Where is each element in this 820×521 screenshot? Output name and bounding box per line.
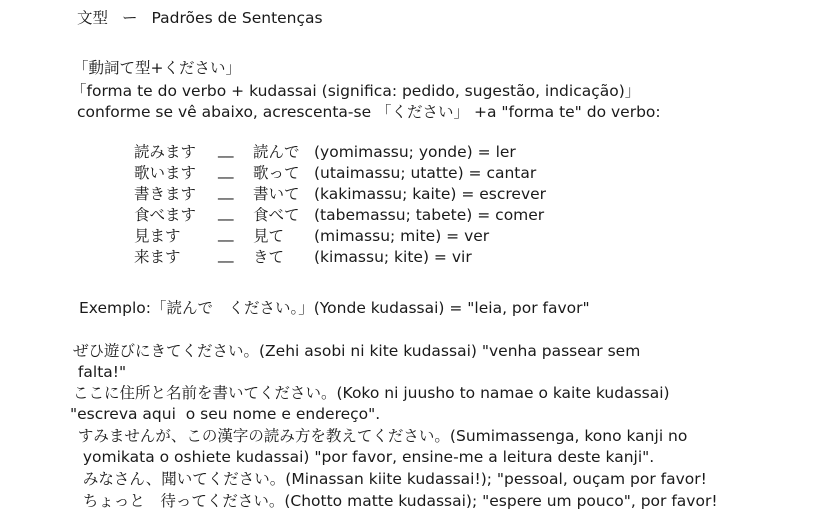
sentence-line: ちょっと 待ってください。(Chotto matte kudassai); "espere um pouco", por favor! [73, 492, 718, 510]
conjugation-explanation: (mimassu; mite) = ver [314, 227, 490, 245]
masu-form: 書きます [134, 185, 197, 203]
blank-line: __ [218, 224, 234, 242]
blank-line: __ [218, 245, 234, 263]
title-portuguese: Padrões de Sentenças [151, 9, 323, 27]
sentence-line: みなさん、聞いてください。(Minassan kiite kudassai!); "pessoal, ouçam por favor! [73, 470, 707, 488]
te-form: 読んで [253, 143, 300, 161]
grammar-formula: 「forma te do verbo + kudassai (significa: pedido, sugestão, indicação)」 [71, 82, 641, 100]
conjugation-explanation: (kimassu; kite) = vir [314, 248, 472, 266]
sentence-line: ぜひ遊びにきてください。(Zehi asobi ni kite kudassai) "venha passear sem [73, 342, 641, 360]
masu-form: 来ます [134, 248, 181, 266]
sentence-line: すみませんが、この漢字の読み方を教えてください。(Sumimassenga, kono kanji no [73, 427, 688, 445]
conjugation-explanation: (tabemassu; tabete) = comer [314, 206, 545, 224]
masu-form: 歌います [134, 164, 197, 182]
te-form: きて [253, 248, 285, 266]
blank-line: __ [218, 182, 234, 200]
sentence-line: "escreva aqui o seu nome e endereço". [70, 405, 381, 423]
sentence-line: falta!" [73, 363, 127, 381]
te-form: 歌って [253, 164, 300, 182]
te-form: 見て [253, 227, 285, 245]
page-title [77, 8, 323, 28]
te-form: 書いて [253, 185, 300, 203]
title-dash: ー [122, 9, 138, 27]
masu-form: 見ます [134, 227, 181, 245]
sentence-line: yomikata o oshiete kudassai) "por favor, ensine-me a leitura deste kanji". [73, 448, 655, 466]
grammar-pattern: 「動詞て型+ください」 [73, 59, 241, 77]
example-sentence: Exemplo:「読んで ください。」(Yonde kudassai) = "leia, por favor" [79, 299, 590, 317]
conjugation-explanation: (yomimassu; yonde) = ler [314, 143, 516, 161]
blank-line: __ [218, 140, 234, 158]
sentence-line: ここに住所と名前を書いてください。(Koko ni juusho to namae o kaite kudassai) [73, 384, 670, 402]
blank-line: __ [218, 203, 234, 221]
conjugation-explanation: (kakimassu; kaite) = escrever [314, 185, 547, 203]
te-form: 食べて [253, 206, 300, 224]
title-japanese: 文型 [77, 9, 109, 27]
blank-line: __ [218, 161, 234, 179]
masu-form: 読みます [134, 143, 197, 161]
grammar-instruction: conforme se vê abaixo, acrescenta-se 「ください」 +a "forma te" do verbo: [77, 103, 661, 121]
conjugation-explanation: (utaimassu; utatte) = cantar [314, 164, 537, 182]
masu-form: 食べます [134, 206, 197, 224]
